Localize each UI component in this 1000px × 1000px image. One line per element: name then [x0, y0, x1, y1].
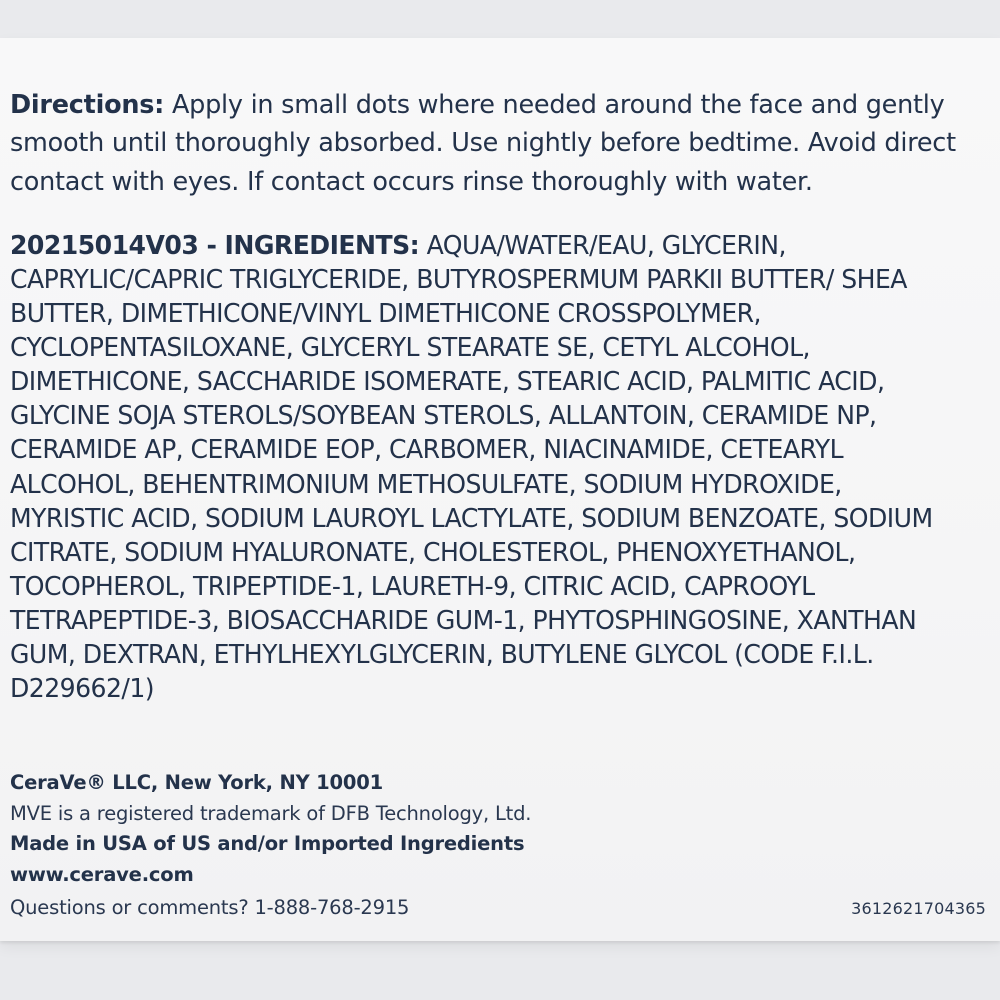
ingredients-paragraph	[10, 229, 956, 706]
website-link: www.cerave.com	[10, 862, 194, 886]
directions-paragraph	[10, 86, 970, 201]
origin-statement: Made in USA of US and/or Imported Ingredients	[10, 832, 525, 855]
ingredients-text: AQUA/WATER/EAU, GLYCERIN, CAPRYLIC/CAPRIC TRIGLYCERIDE, BUTYROSPERMUM PARKII BUTTER/ SHEA BUTTER, DIMETHICONE/VINYL DIMETHICONE CROSSPOLYMER, CYCLOPENTASILOXANE, GLYCERYL STEARATE SE, CETYL ALCOHOL, DIMETHICONE, SACCHARIDE ISOMERATE, STEARIC ACID, PALMITIC ACID, GLYCINE SOJA STEROLS/SOYBEAN STEROLS, ALLANTOIN, CERAMIDE NP, CERAMIDE AP, CERAMIDE EOP, CARBOMER, NIACINAMIDE, CETEARYL ALCOHOL, BEHENTRIMONIUM METHOSULFATE, SODIUM HYDROXIDE, MYRISTIC ACID, SODIUM LAUROYL LACTYLATE, SODIUM BENZOATE, SODIUM CITRATE, SODIUM HYALURONATE, CHOLESTEROL, PHENOXYETHANOL, TOCOPHEROL, TRIPEPTIDE-1, LAURETH-9, CITRIC ACID, CAPROOYL TETRAPEPTIDE-3, BIOSACCHARIDE GUM-1, PHYTOSPHINGOSINE, XANTHAN GUM, DEXTRAN, ETHYLHEXYLGLYCERIN, BUTYLENE GLYCOL (CODE F.I.L. D229662/1)	[10, 230, 933, 705]
label-content	[10, 86, 970, 706]
company-address: CeraVe® LLC, New York, NY 10001	[10, 771, 383, 794]
directions-label: Directions:	[10, 90, 165, 120]
ingredients-label: 20215014V03 - INGREDIENTS:	[10, 230, 420, 261]
questions-phone: Questions or comments? 1-888-768-2915	[10, 896, 410, 919]
footer-bottom-row	[10, 893, 986, 924]
trademark-notice: MVE is a registered trademark of DFB Technology, Ltd.	[10, 801, 532, 825]
barcode-number: 3612621704365	[851, 899, 986, 918]
label-footer	[10, 768, 986, 924]
directions-text: Apply in small dots where needed around the face and gently smooth until thoroughly absorbed. Use nightly before bedtime. Avoid direct contact with eyes. If contact occurs rinse thoroughly with water.	[10, 90, 956, 197]
